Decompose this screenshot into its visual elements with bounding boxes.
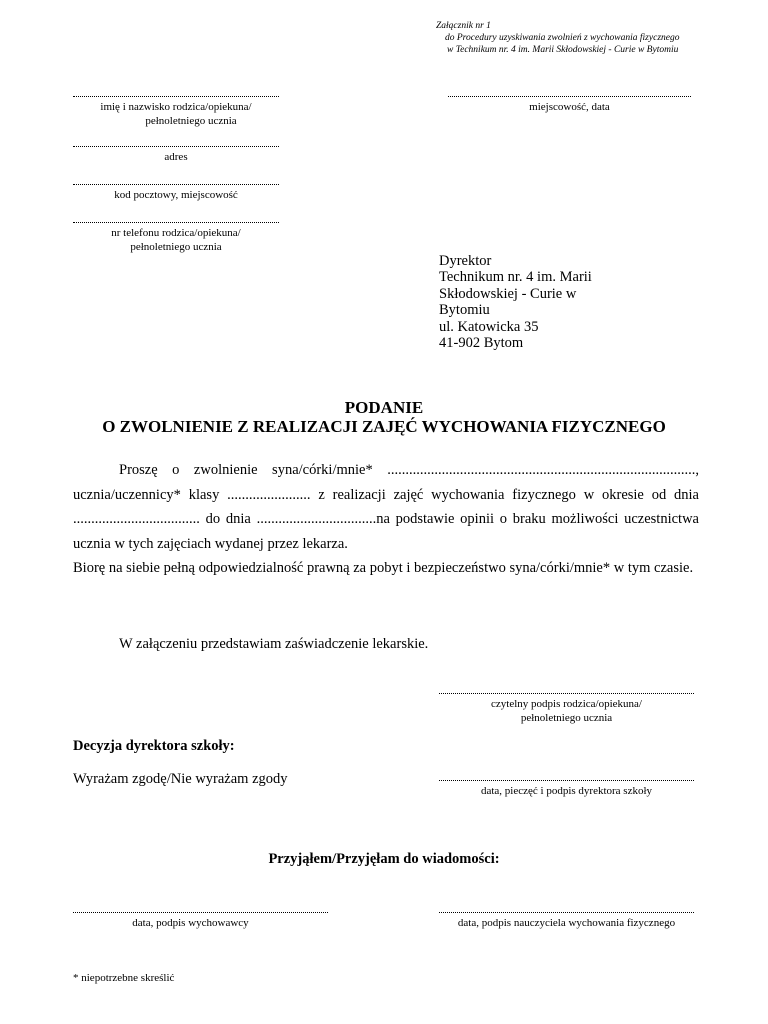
parent-signature-field[interactable] (439, 693, 694, 725)
name-field[interactable] (73, 96, 279, 128)
recipient-title: Dyrektor (439, 253, 492, 269)
phone-dotted-line (73, 222, 279, 223)
homeroom-signature-label: data, podpis wychowawcy (132, 917, 249, 929)
homeroom-signature-field[interactable] (73, 912, 328, 930)
phone-label-line2: pełnoletniego ucznia (130, 241, 222, 253)
pe-teacher-signature-dotted-line (439, 912, 694, 913)
annex-number: Załącznik nr 1 (436, 21, 491, 31)
homeroom-signature-dotted-line (73, 912, 328, 913)
recipient-city: 41-902 Bytom (439, 335, 524, 352)
postcode-field[interactable] (73, 184, 279, 202)
footnote: * niepotrzebne skreślić (73, 972, 175, 984)
name-dotted-line (73, 96, 279, 97)
decision-heading: Decyzja dyrektora szkoły: (73, 738, 235, 754)
attachment-note: W załączeniu przedstawiam zaświadczenie lekarskie. (119, 636, 429, 652)
request-paragraph: Proszę o zwolnienie syna/córki/mnie* ....................................................................................., ucznia/uczennicy* klasy ....................... z realizacji zajęć wychowania fizycznego w okresie od dnia ................................... do dnia .................................na podstawie opinii o braku możliwości uczestnictwa ucznia w tych zajęciach wydanej przez lekarza. (73, 462, 699, 552)
title-line2: O ZWOLNIENIE Z REALIZACJI ZAJĘĆ WYCHOWANIA FIZYCZNEGO (102, 417, 666, 436)
director-signature-field[interactable] (439, 780, 694, 798)
director-signature-dotted-line (439, 780, 694, 781)
parent-signature-label-line2: pełnoletniego ucznia (520, 712, 613, 724)
address-label: adres (164, 151, 188, 163)
pe-teacher-signature-field[interactable] (439, 912, 694, 930)
place-date-field[interactable] (448, 96, 691, 114)
name-label-line1: imię i nazwisko rodzica/opiekuna/ (100, 101, 252, 113)
address-dotted-line (73, 146, 279, 147)
decision-text: Wyrażam zgodę/Nie wyrażam zgody (73, 771, 288, 787)
recipient-address (439, 253, 609, 351)
parent-signature-dotted-line (439, 693, 694, 694)
recipient-street: ul. Katowicka 35 (439, 318, 539, 335)
pe-teacher-signature-label: data, podpis nauczyciela wychowania fizycznego (457, 917, 676, 929)
request-body (73, 458, 699, 581)
address-field[interactable] (73, 146, 279, 164)
place-date-label: miejscowość, data (529, 101, 610, 113)
recipient-school: Technikum nr. 4 im. Marii Skłodowskiej - Curie w Bytomiu (439, 269, 592, 319)
title-line1: PODANIE (344, 398, 424, 417)
parent-signature-label-line1: czytelny podpis rodzica/opiekuna/ (491, 698, 642, 710)
annex-procedure: do Procedury uzyskiwania zwolnień z wychowania fizycznego (445, 33, 680, 43)
phone-field[interactable] (73, 222, 279, 254)
postcode-label: kod pocztowy, miejscowość (114, 189, 238, 201)
annex-school: w Technikum nr. 4 im. Marii Skłodowskiej - Curie w Bytomiu (447, 45, 679, 55)
responsibility-paragraph: Biorę na siebie pełną odpowiedzialność prawną za pobyt i bezpieczeństwo syna/córki/mnie* w tym czasie. (73, 560, 694, 577)
document-title (0, 398, 768, 436)
annex-header (436, 20, 679, 56)
name-label-line2: pełnoletniego ucznia (145, 115, 237, 127)
phone-label-line1: nr telefonu rodzica/opiekuna/ (111, 227, 241, 239)
postcode-dotted-line (73, 184, 279, 185)
place-date-dotted-line (448, 96, 691, 97)
director-signature-label: data, pieczęć i podpis dyrektora szkoły (480, 785, 653, 797)
acknowledgement-heading: Przyjąłem/Przyjęłam do wiadomości: (268, 851, 500, 867)
